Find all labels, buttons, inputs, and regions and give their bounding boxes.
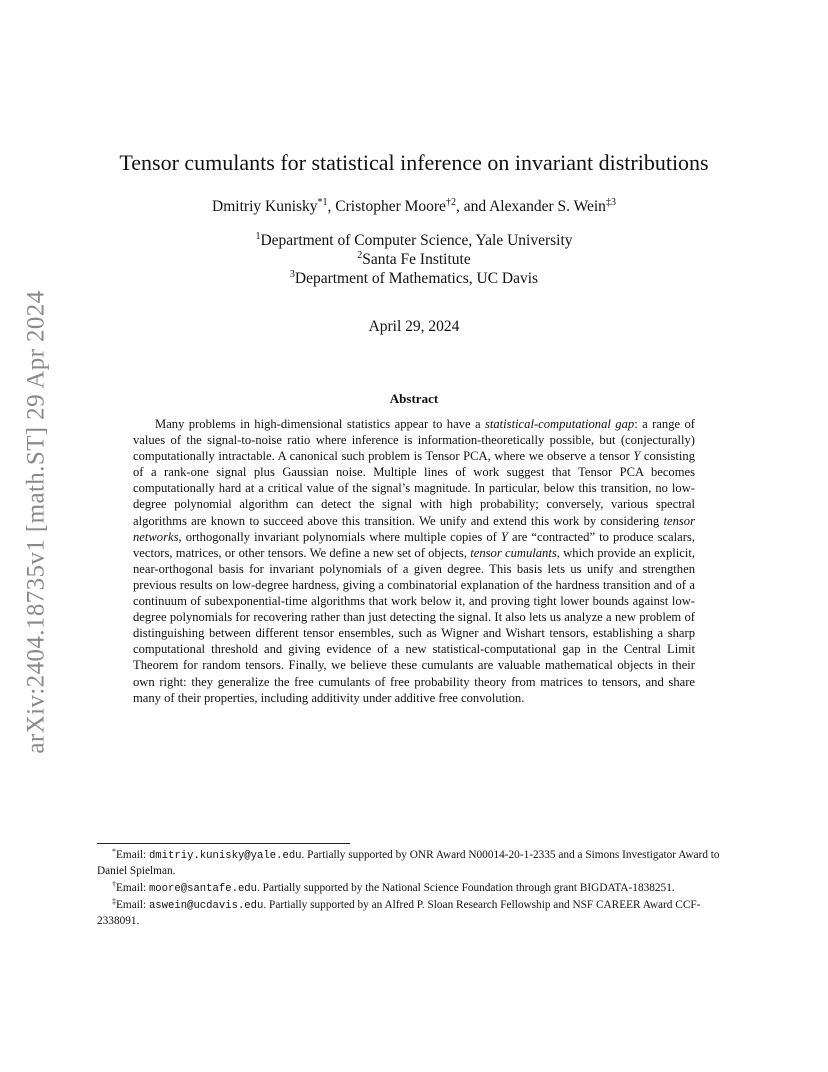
email-link[interactable]: moore@santafe.edu [148,882,258,895]
affiliation: $^2$Santa Fe Institute [357,250,471,268]
paper-title: Tensor cumulants for statistical inference on invariant distributions [119,150,709,175]
abstract-text: Many problems in high-dimensional statistics appear to have a statistical-computational gap: a range of values of the signal-to-noise ratio where inference is information-theoretically possible, but (conjecturally) computationally intractable. A canonical such problem is Tensor PCA, where we observe a tensor Y consisting of a rank-one signal plus Gaussian noise. Multiple lines of work suggest that Tensor PCA becomes computationally hard at a critical value of the signal’s magnitude. In particular, below this transition, no low-degree polynomial algorithm can detect the signal with high probability; conversely, various spectral algorithms are known to succeed above this transition. We unify and extend this work by considering tensor networks, orthogonally invariant polynomials where multiple copies of Y are “contracted” to produce scalars, vectors, matrices, or other tensors. We define a new set of objects, tensor cumulants, which provide an explicit, near-orthogonal basis for invariant polynomials of a given degree. This basis lets us unify and strengthen previous results on low-degree hardness, giving a combinatorial explanation of the hardness transition and of a continuum of subexponential-time algorithms that work below it, and proving tight lower bounds against low-degree polynomials for recovering rather than just detecting the signal. It also lets us analyze a new problem of distinguishing between different tensor ensembles, such as Wigner and Wishart tensors, establishing a sharp computational threshold and giving evidence of a new statistical-computational gap in the Central Limit Theorem for random tensors. Finally, we believe these cumulants are valuable mathematical objects in their own right: they generalize the free cumulants of free probability theory from matrices to tensors, and share many of their properties, including additivity under additive free convolution. [133,417,696,705]
email-link[interactable]: aswein@ucdavis.edu [148,899,264,912]
arxiv-identifier: arXiv:2404.18735v1 [math.ST] 29 Apr 2024 [23,290,50,754]
emphasis: tensor cumulants [470,545,557,560]
author-mark: ‡3 [605,197,616,208]
math-variable: Y [633,449,641,464]
affiliation: $^3$Department of Mathematics, UC Davis [289,269,539,287]
footnote: *Email: dmitriy.kunisky@yale.edu. Partially supported by ONR Award N00014-20-1-2335 and a Simons Investigator Award to Daniel Spielman. [97,847,720,878]
author-name: Cristopher Moore [335,198,446,215]
author-list: Dmitriy Kunisky$^{*1}$, Cristopher Moore$^{\dagger 2}$, and Alexander S. Wein$^{\ddagger 3}$ [212,197,616,215]
author-mark: †2 [445,197,456,208]
footnotes [97,848,731,930]
email-link[interactable]: dmitriy.kunisky@yale.edu [148,850,302,862]
paper-date: April 29, 2024 [368,318,460,335]
footnote: †Email: moore@santafe.edu. Partially supported by the National Science Foundation through grant BIGDATA-1838251. [112,879,675,895]
abstract-heading: Abstract [389,391,439,406]
arxiv-watermark [22,272,52,772]
emphasis: tensor networks [133,513,695,544]
affiliation: $^1$Department of Computer Science, Yale University [255,231,573,249]
math-variable: Y [500,529,508,544]
author-mark: *1 [317,197,328,208]
emphasis: statistical-computational gap [484,417,635,431]
footnote: ‡Email: aswein@ucdavis.edu. Partially supported by an Alfred P. Sloan Research Fellowship and NSF CAREER Award CCF-2338091. [97,896,701,928]
author-name: Dmitriy Kunisky [212,198,318,215]
footnote-rule [97,843,350,844]
author-name: Alexander S. Wein [489,198,606,215]
